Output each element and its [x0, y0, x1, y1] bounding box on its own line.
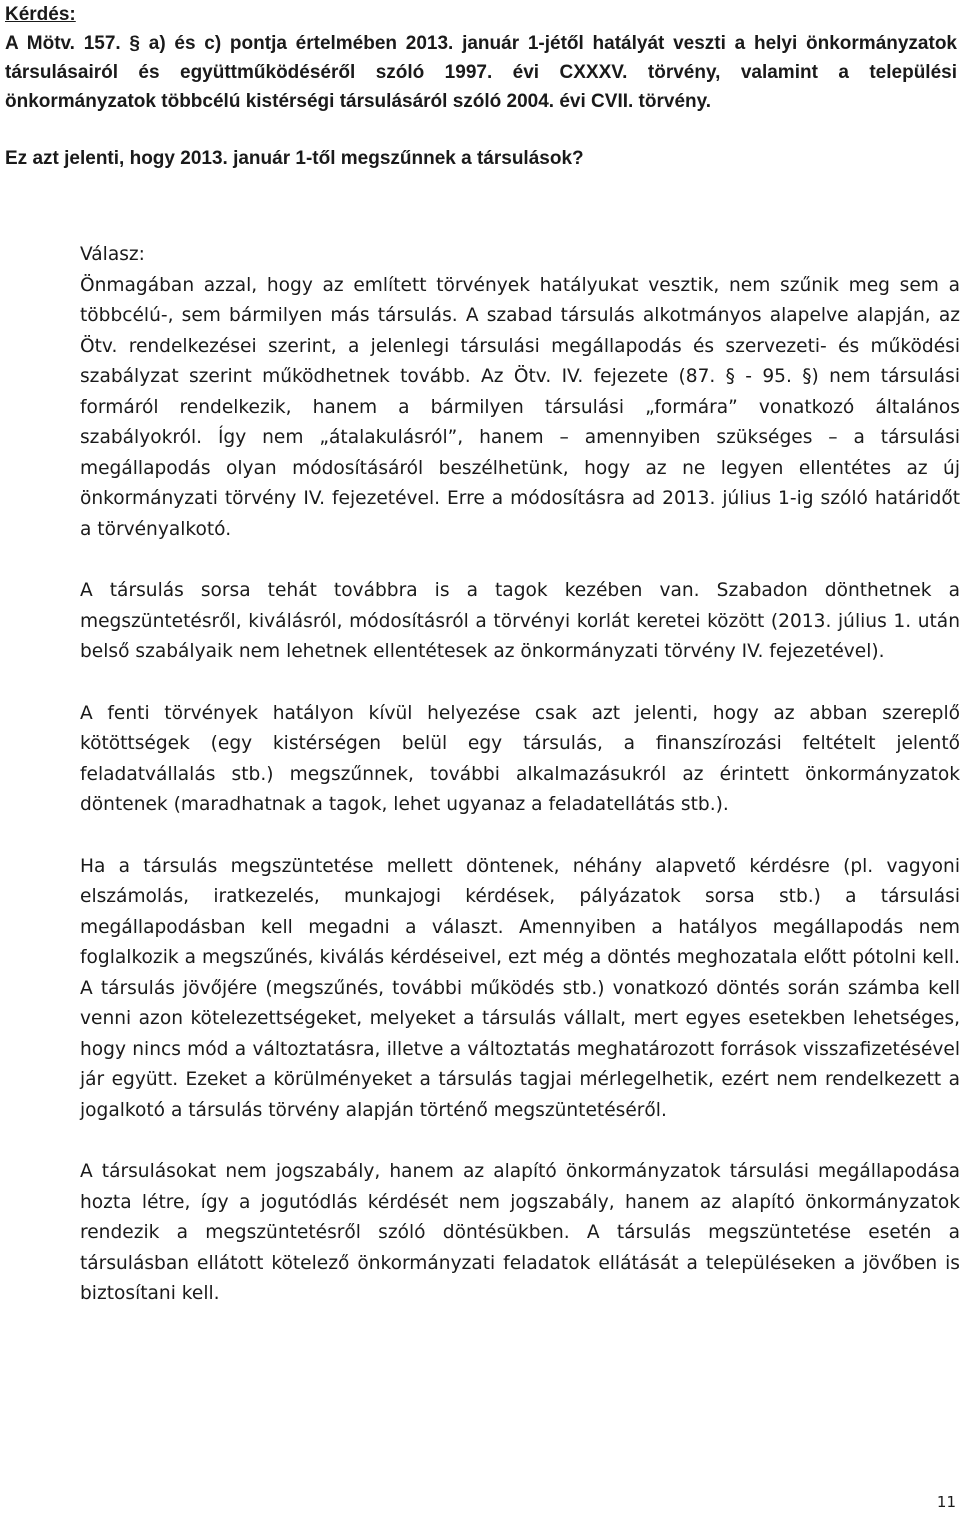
- answer-section: [80, 240, 960, 1310]
- answer-paragraph-5: A társulásokat nem jogszabály, hanem az alapító önkormányzatok társulási megállapodása hozta létre, így a jogutódlás kérdését nem jogszabály, hanem az alapító önkormányzatok rendezik a megszüntetésről szóló döntésükben. A társulás megszüntetése esetén a társulásban ellátott kötelező önkormányzati feladatok ellátását a településeken a jövőben is biztosítani kell.: [80, 1161, 960, 1304]
- answer-label: Válasz:: [80, 244, 145, 265]
- question-label: Kérdés:: [5, 4, 76, 25]
- answer-paragraph-1: Önmagában azzal, hogy az említett törvények hatályukat vesztik, nem szűnik meg sem a többcélú-, sem bármilyen más társulás. A szabad társulás alkotmányos alapelve alapján, az Ötv. rendelkezései szerint, a jelenlegi társulási megállapodás és szervezeti- és működési szabályzat szerint működhetnek tovább. Az Ötv. IV. fejezete (87. § - 95. §) nem társulási formáról rendelkezik, hanem a bármilyen társulási „formára” vonatkozó általános szabályokról. Így nem „átalakulásról”, hanem – amennyiben szükséges – a társulási megállapodás olyan módosításáról beszélhetünk, hogy az ne legyen ellentétes az új önkormányzati törvény IV. fejezetével. Erre a módosításra ad 2013. július 1-ig szóló határidőt a törvényalkotó.: [80, 274, 960, 540]
- question-section: [5, 0, 957, 173]
- page-number: 11: [936, 1493, 956, 1511]
- question-followup: Ez azt jelenti, hogy 2013. január 1-től megszűnnek a társulások?: [5, 148, 584, 169]
- answer-paragraph-3: A fenti törvények hatályon kívül helyezése csak azt jelenti, hogy az abban szereplő kötöttségek (egy kistérségen belül egy társulás, a finanszírozási feltételt jelentő feladatvállalás stb.) megszűnnek, további alkalmazásukról az érintett önkormányzatok döntenek (maradhatnak a tagok, lehet ugyanaz a feladatellátás stb.).: [80, 702, 960, 815]
- answer-paragraph-2: A társulás sorsa tehát továbbra is a tagok kezében van. Szabadon dönthetnek a megszüntetésről, kiválásról, módosításról a törvényi korlát keretei között (2013. július 1. után belső szabályaik nem lehetnek ellentétesek az önkormányzati törvény IV. fejezetével).: [80, 580, 960, 662]
- question-text: A Mötv. 157. § a) és c) pontja értelmében 2013. január 1-jétől hatályát veszti a helyi önkormányzatok társulásairól és együttműködéséről szóló 1997. évi CXXXV. törvény, valamint a települési önkormányzatok többcélú kistérségi társulásáról szóló 2004. évi CVII. törvény.: [5, 33, 957, 112]
- answer-paragraph-4: Ha a társulás megszüntetése mellett döntenek, néhány alapvető kérdésre (pl. vagyoni elszámolás, iratkezelés, munkajogi kérdések, pályázatok sorsa stb.) a társulási megállapodásban kell megadni a választ. Amennyiben a hatályos megállapodás nem foglalkozik a megszűnés, kiválás kérdéseivel, ezt még a döntés meghozatala előtt pótolni kell. A társulás jövőjére (megszűnés, további működés stb.) vonatkozó döntés során számba kell venni azon kötelezettségeket, melyeket a társulás vállalt, mert egyes esetekben lehetséges, hogy nincs mód a változtatásra, illetve a változtatás meghatározott források visszafizetésével jár együtt. Ezeket a körülményeket a társulás tagjai mérlegelhetik, ezért nem rendelkezett a jogalkotó a társulás törvény alapján történő megszüntetéséről.: [80, 855, 960, 1121]
